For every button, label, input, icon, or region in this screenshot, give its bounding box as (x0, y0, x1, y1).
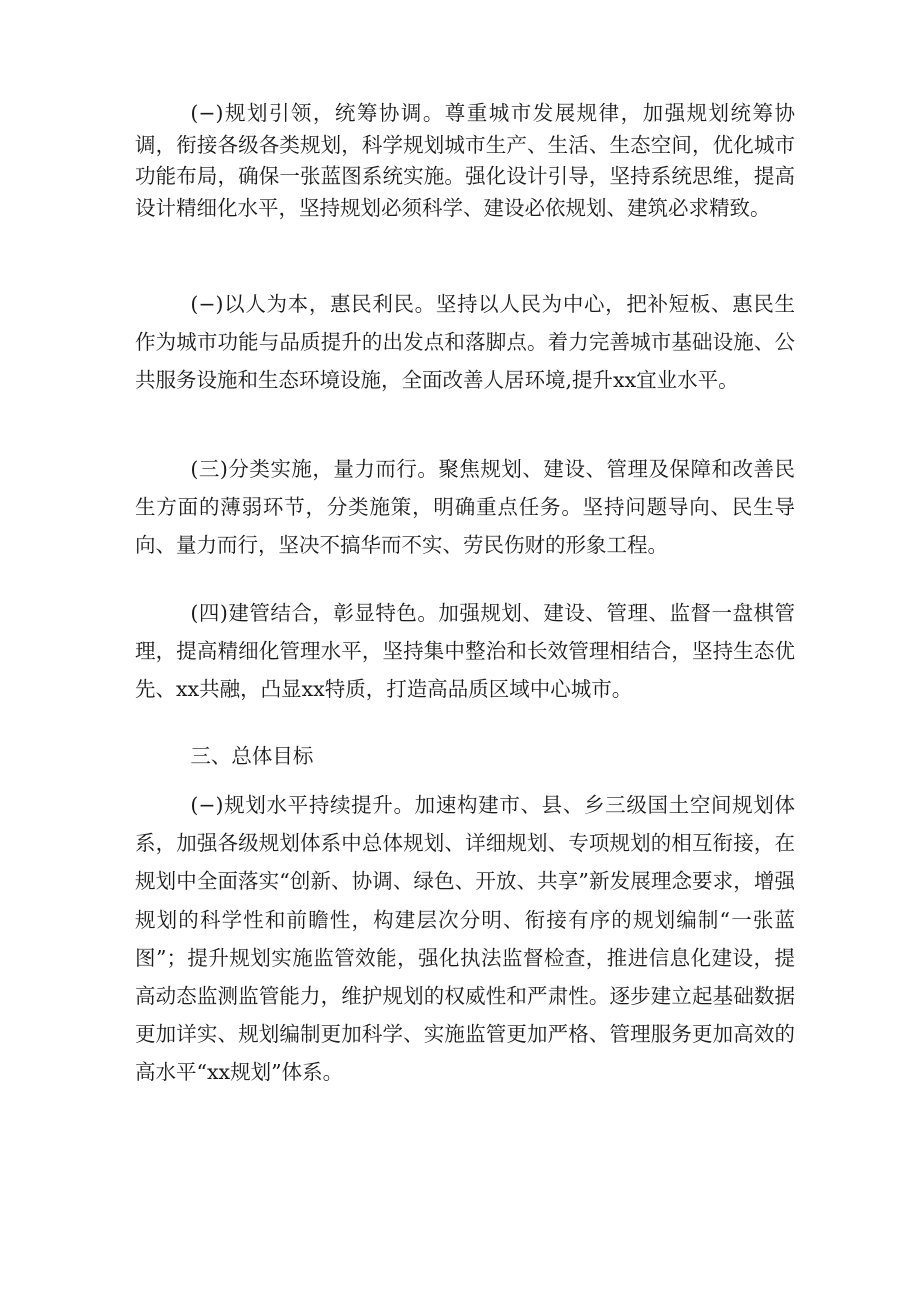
paragraph-planning-level-improvement: (−)规划水平持续提升。加速构建市、县、乡三级国土空间规划体系，加强各级规划体系中总体规划、详细规划、专项规划的相互衔接，在规划中全面落实“创新、协调、绿色、开放、共享”新发展理念要求，增强规划的科学性和前瞻性，构建层次分明、衔接有序的规划编制“一张蓝图”；提升规划实施监管效能，强化执法监督检查，推进信息化建设，提高动态监测监管能力，维护规划的权威性和严肃性。逐步建立起基础数据更加详实、规划编制更加科学、实施监管更加严格、管理服务更加高效的高水平“xx规划”体系。 (135, 793, 795, 1085)
paragraph-classified-implementation: (三)分类实施，量力而行。聚焦规划、建设、管理及保障和改善民生方面的薄弱环节，分类施策，明确重点任务。坚持问题导向、民生导向、量力而行，坚决不搞华而不实、劳民伤财的形象工程。 (135, 457, 795, 557)
paragraph-planning-guidance: (−)规划引领，统筹协调。尊重城市发展规律，加强规划统筹协调，衔接各级各类规划，科学规划城市生产、生活、生态空间，优化城市功能布局，确保一张蓝图系统实施。强化设计引导，坚持系统思维，提高设计精细化水平，坚持规划必须科学、建设必依规划、建筑必求精致。 (135, 101, 795, 220)
paragraph-construction-management: (四)建管结合，彰显特色。加强规划、建设、管理、监督一盘棋管理，提高精细化管理水平，坚持集中整治和长效管理相结合，坚持生态优先、xx共融，凸显xx特质，打造高品质区域中心城市。 (135, 601, 795, 701)
paragraph-people-oriented: (−)以人为本，惠民利民。坚持以人民为中心，把补短板、惠民生作为城市功能与品质提升的出发点和落脚点。着力完善城市基础设施、公共服务设施和生态环境设施，全面改善人居环境,提升xx宜业水平。 (135, 292, 795, 392)
section-heading-overall-goals: 三、总体目标 (190, 744, 314, 768)
